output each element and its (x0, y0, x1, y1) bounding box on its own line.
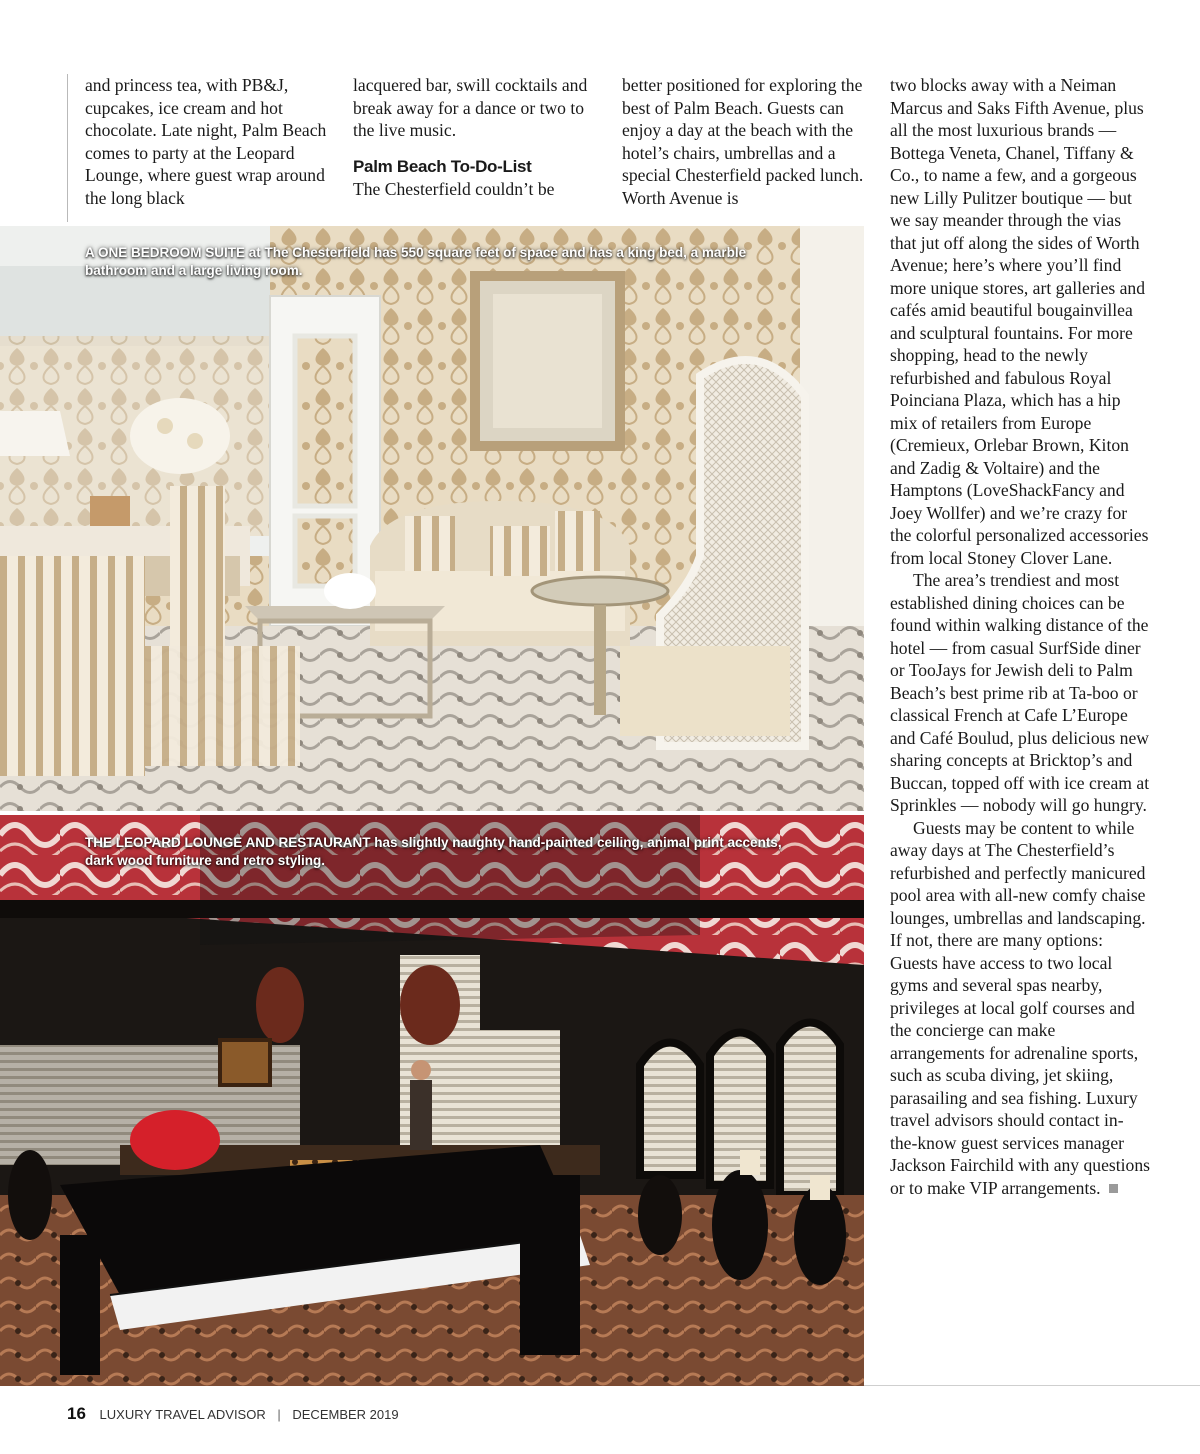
body-paragraph: better positioned for exploring the best of Palm Beach. Guests can enjoy a day at the beach with the hotel’s chairs, umbrellas and a special Chesterfield packed lunch. Worth Avenue is (622, 75, 864, 208)
suite-photo (0, 226, 864, 811)
photo-caption: THE LEOPARD LOUNGE AND RESTAURANT has slightly naughty hand-painted ceiling, animal print accents, dark wood furniture and retro styling. (85, 835, 782, 868)
page-number: 16 (67, 1404, 86, 1423)
body-paragraph-text: Guests may be content to while away days at The Chesterfield’s refurbished and perfectly manicured pool area with all-new comfy chaise lounges, umbrellas and landscaping. If not, there are many options: Guests have access to two local gyms and several spas nearby, privileges at local golf courses and the concierge can make arrangements for adrenaline sports, such as scuba diving, jet skiing, parasailing and sea fishing. Luxury travel advisors should contact in-the-know guest services manager Jackson Fairchild with any questions or to make VIP arrangements. (890, 817, 1150, 1198)
issue-date: DECEMBER 2019 (292, 1407, 399, 1422)
body-paragraph: two blocks away with a Neiman Marcus and Saks Fifth Avenue, plus all the most luxurious brands — Bottega Veneta, Chanel, Tiffany & Co., to name a few, and a gorgeous new Lilly Pulitzer boutique — but we say meander through the vias that jut off along the sides of Worth Avenue; here’s where you’ll find more unique stores, art galleries and cafés amid beautiful bougainvillea and sculptural fountains. For more shopping, head to the newly refurbished and fabulous Royal Poinciana Plaza, which has a hip mix of retailers from Europe (Cremieux, Orlebar Brown, Kiton and Zadig & Voltaire) and the Hamptons (LoveShackFancy and Joey Wollfer) and we’re crazy for the colorful personalized accessories from local Stoney Clover Lane. (890, 75, 1149, 568)
text-column-3 (622, 74, 867, 209)
text-column-4 (890, 74, 1150, 1199)
body-paragraph: and princess tea, with PB&J, cupcakes, ice cream and hot chocolate. Late night, Palm Beach comes to party at the Leopard Lounge, where guest wrap around the long black (85, 75, 327, 208)
footer-separator: | (277, 1407, 281, 1422)
bottom-rule (864, 1385, 1200, 1386)
page-footer (67, 1404, 399, 1424)
photo-caption: A ONE BEDROOM SUITE at The Chesterfield has 550 square feet of space and has a king bed, a marble bathroom and a large living room. (85, 245, 747, 278)
body-paragraph (890, 817, 1150, 1200)
body-paragraph: The area’s trendiest and most established dining choices can be found within walking distance of the hotel — from casual SurfSide diner or TooJays for Jewish deli to Palm Beach’s best prime rib at Ta-boo or classical French at Cafe L’Europe and Café Boulud, plus delicious new sharing concepts at Bricktop’s and Buccan, topped off with ice cream at Sprinkles — nobody will go hungry. (890, 570, 1150, 815)
column-rule (67, 74, 68, 222)
publication-name: LUXURY TRAVEL ADVISOR (99, 1407, 266, 1422)
body-paragraph: lacquered bar, swill cocktails and break away for a dance or two to the live music. (353, 75, 588, 140)
section-subhead: Palm Beach To-Do-List (353, 156, 532, 176)
body-paragraph: The Chesterfield couldn’t be (353, 179, 555, 199)
text-column-2 (353, 74, 608, 201)
end-of-article-mark (1109, 1184, 1118, 1193)
lounge-photo (0, 815, 864, 1386)
text-column-1 (85, 74, 340, 209)
